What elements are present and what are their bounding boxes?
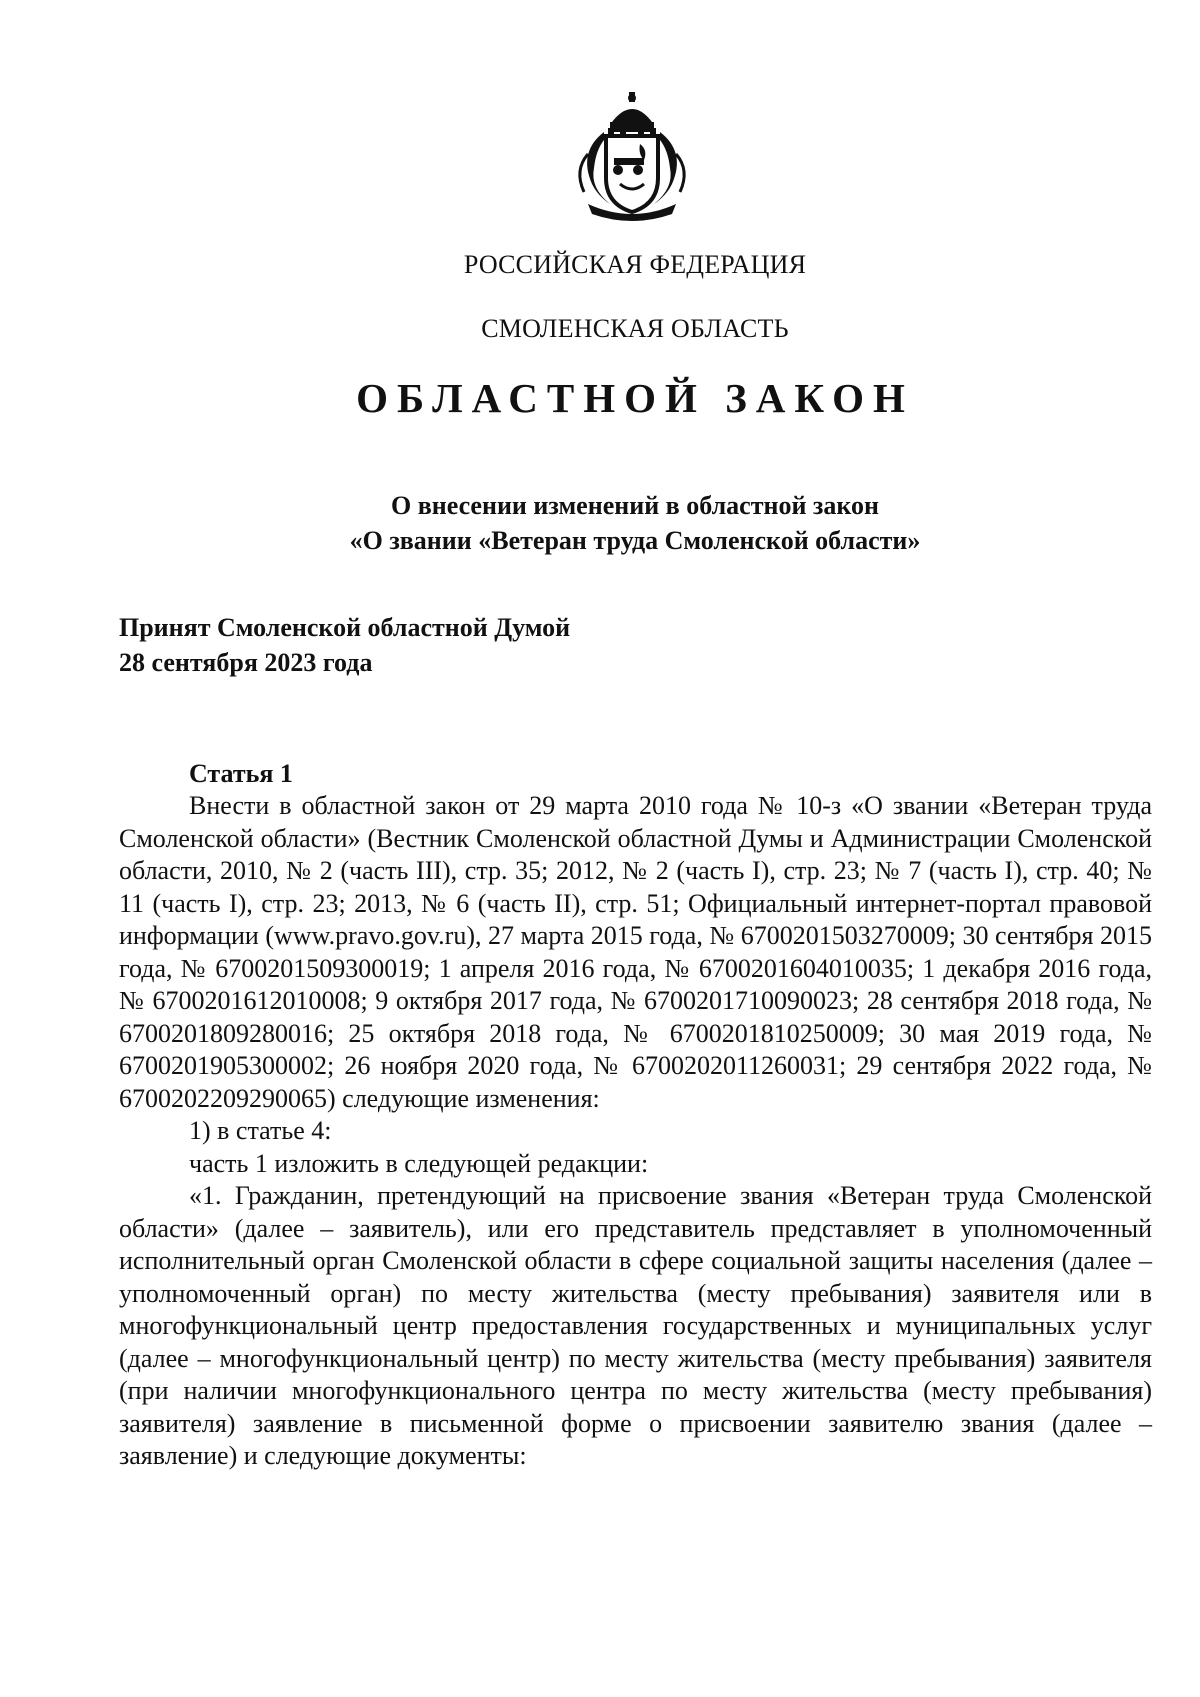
law-title: [0, 488, 1200, 558]
adopted-by: Принят Смоленской областной Думой: [119, 613, 571, 642]
article-heading: Статья 1: [189, 759, 293, 788]
adoption-date: 28 сентября 2023 года: [119, 648, 373, 677]
law-title-line-2: «О звании «Ветеран труда Смоленской области»: [349, 526, 921, 555]
law-title-line-1: О внесении изменений в областной закон: [390, 491, 880, 520]
document-type: ОБЛАСТНОЙ ЗАКОН: [356, 375, 914, 421]
article-paragraph: часть 1 изложить в следующей редакции:: [189, 1148, 649, 1178]
region-name: СМОЛЕНСКАЯ ОБЛАСТЬ: [481, 314, 789, 343]
article-body: [119, 790, 1152, 1473]
smolensk-coat-of-arms-icon: [568, 92, 696, 222]
article-paragraph: Внести в областной закон от 29 марта 2010 года № 10-з «О звании «Ветеран труда Смоленской области» (Вестник Смоленской областной Думы и Администрации Смоленской области, 2010, № 2 (часть III), стр. 35; 2012, № 2 (часть I), стр. 23; № 7 (часть I), стр. 40; № 11 (часть I), стр. 23; 2013, № 6 (часть II), стр. 51; Официальный интернет-портал правовой информации (www.pravo.gov.ru), 27 марта 2015 года, № 6700201503270009; 30 сентября 2015 года, № 6700201509300019; 1 апреля 2016 года, № 6700201604010035; 1 декабря 2016 года, № 6700201612010008; 9 октября 2017 года, № 6700201710090023; 28 сентября 2018 года, № 6700201809280016; 25 октября 2018 года, № 6700201810250009; 30 мая 2019 года, № 6700201905300002; 26 ноября 2020 года, № 6700202011260031; 29 сентября 2022 года, № 6700202209290065) следующие изменения:: [119, 791, 1152, 1113]
article-paragraph: «1. Гражданин, претендующий на присвоение звания «Ветеран труда Смоленской области» (далее – заявитель), или его представитель представляет в уполномоченный исполнительный орган Смоленской области в сфере социальной защиты населения (далее – уполномоченный орган) по месту жительства (месту пребывания) заявителя или в многофункциональный центр предоставления государственных и муниципальных услуг (далее – многофункциональный центр) по месту жительства (месту пребывания) заявителя (при наличии многофункционального центра по месту жительства (месту пребывания) заявителя) заявление в письменной форме о присвоении заявителю звания (далее – заявление) и следующие документы:: [119, 1181, 1152, 1470]
adoption-info: [119, 610, 570, 680]
country-name: РОССИЙСКАЯ ФЕДЕРАЦИЯ: [463, 250, 807, 279]
article-paragraph: 1) в статье 4:: [189, 1116, 332, 1145]
